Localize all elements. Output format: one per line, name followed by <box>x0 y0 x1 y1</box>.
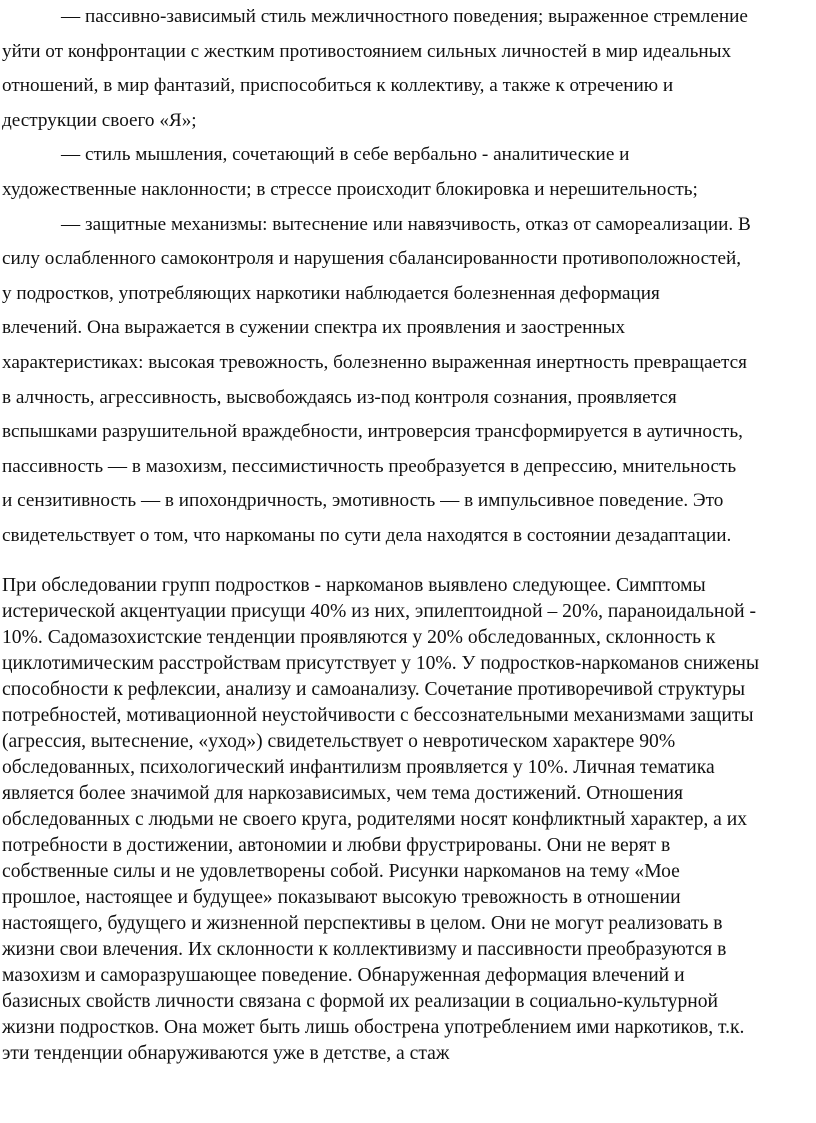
text-line: — защитные механизмы: вытеснение или навязчивость, отказ от самореализации. В <box>61 213 751 235</box>
text-line: жизни подростков. Она может быть лишь обострена употреблением ими наркотиков, т.к. <box>2 1017 745 1038</box>
text-line: базисных свойств личности связана с формой их реализации в социально-культурной <box>2 991 719 1012</box>
paragraph-block-1 <box>0 0 816 554</box>
text-line: истерической акцентуации присущи 40% из них, эпилептоидной – 20%, параноидальной - <box>2 601 757 622</box>
text-line: способности к рефлексии, анализу и самоанализу. Сочетание противоречивой структуры <box>2 679 746 700</box>
text-line: прошлое, настоящее и будущее» показывают высокую тревожность в отношении <box>2 887 681 908</box>
text-line: характеристиках: высокая тревожность, болезненно выраженная инертность превращается <box>2 351 747 373</box>
text-line: деструкции своего «Я»; <box>2 109 197 131</box>
text-line: обследованных с людьми не своего круга, родителями носят конфликтный характер, а их <box>2 809 748 830</box>
text-line: собственные силы и не удовлетворены собой. Рисунки наркоманов на тему «Мое <box>2 861 680 882</box>
text-line: влечений. Она выражается в сужении спектра их проявления и заостренных <box>2 317 626 339</box>
text-line: циклотимическим расстройствам присутствует у 10%. У подростков-наркоманов снижены <box>2 653 760 674</box>
text-line: жизни свои влечения. Их склонности к коллективизму и пассивности преобразуются в <box>2 939 727 960</box>
text-line: мазохизм и саморазрушающее поведение. Обнаруженная деформация влечений и <box>2 965 685 986</box>
text-line: потребностей, мотивационной неустойчивости с бессознательными механизмами защиты <box>2 705 754 726</box>
text-line: силу ослабленного самоконтроля и нарушения сбалансированности противоположностей, <box>2 248 742 270</box>
text-line: 10%. Садомазохистские тенденции проявляются у 20% обследованных, склонность к <box>2 627 716 648</box>
paragraph-block-2 <box>0 573 816 1067</box>
text-line: — пассивно-зависимый стиль межличностного поведения; выраженное стремление <box>61 6 748 27</box>
text-line: в алчность, агрессивность, высвобождаясь из-под контроля сознания, проявляется <box>2 386 677 408</box>
text-line: обследованных, психологический инфантилизм проявляется у 10%. Личная тематика <box>2 757 715 778</box>
text-line: настоящего, будущего и жизненной перспективы в целом. Они не могут реализовать в <box>2 913 723 934</box>
text-line: у подростков, употребляющих наркотики наблюдается болезненная деформация <box>2 282 660 304</box>
text-line: При обследовании групп подростков - наркоманов выявлено следующее. Симптомы <box>2 575 706 596</box>
text-line: и сензитивность — в ипохондричность, эмотивность — в импульсивное поведение. Это <box>2 490 724 512</box>
text-line: потребности в достижении, автономии и любви фрустрированы. Они не верят в <box>2 835 671 856</box>
text-line: эти тенденции обнаруживаются уже в детстве, а стаж <box>2 1043 450 1064</box>
text-line: (агрессия, вытеснение, «уход») свидетельствует о невротическом характере 90% <box>2 731 676 752</box>
text-line: уйти от конфронтации с жестким противостоянием сильных личностей в мир идеальных <box>2 40 732 62</box>
text-line: является более значимой для наркозависимых, чем тема достижений. Отношения <box>2 783 683 804</box>
text-line: отношений, в мир фантазий, приспособиться к коллективу, а также к отречению и <box>2 75 674 97</box>
text-line: вспышками разрушительной враждебности, интроверсия трансформируется в аутичность, <box>2 421 743 443</box>
text-line: пассивность — в мазохизм, пессимистичность преобразуется в депрессию, мнительность <box>2 455 737 477</box>
text-line: художественные наклонности; в стрессе происходит блокировка и нерешительность; <box>2 178 698 200</box>
text-line: — стиль мышления, сочетающий в себе вербально - аналитические и <box>61 144 630 166</box>
text-line: свидетельствует о том, что наркоманы по сути дела находятся в состоянии дезадаптации. <box>2 524 732 546</box>
